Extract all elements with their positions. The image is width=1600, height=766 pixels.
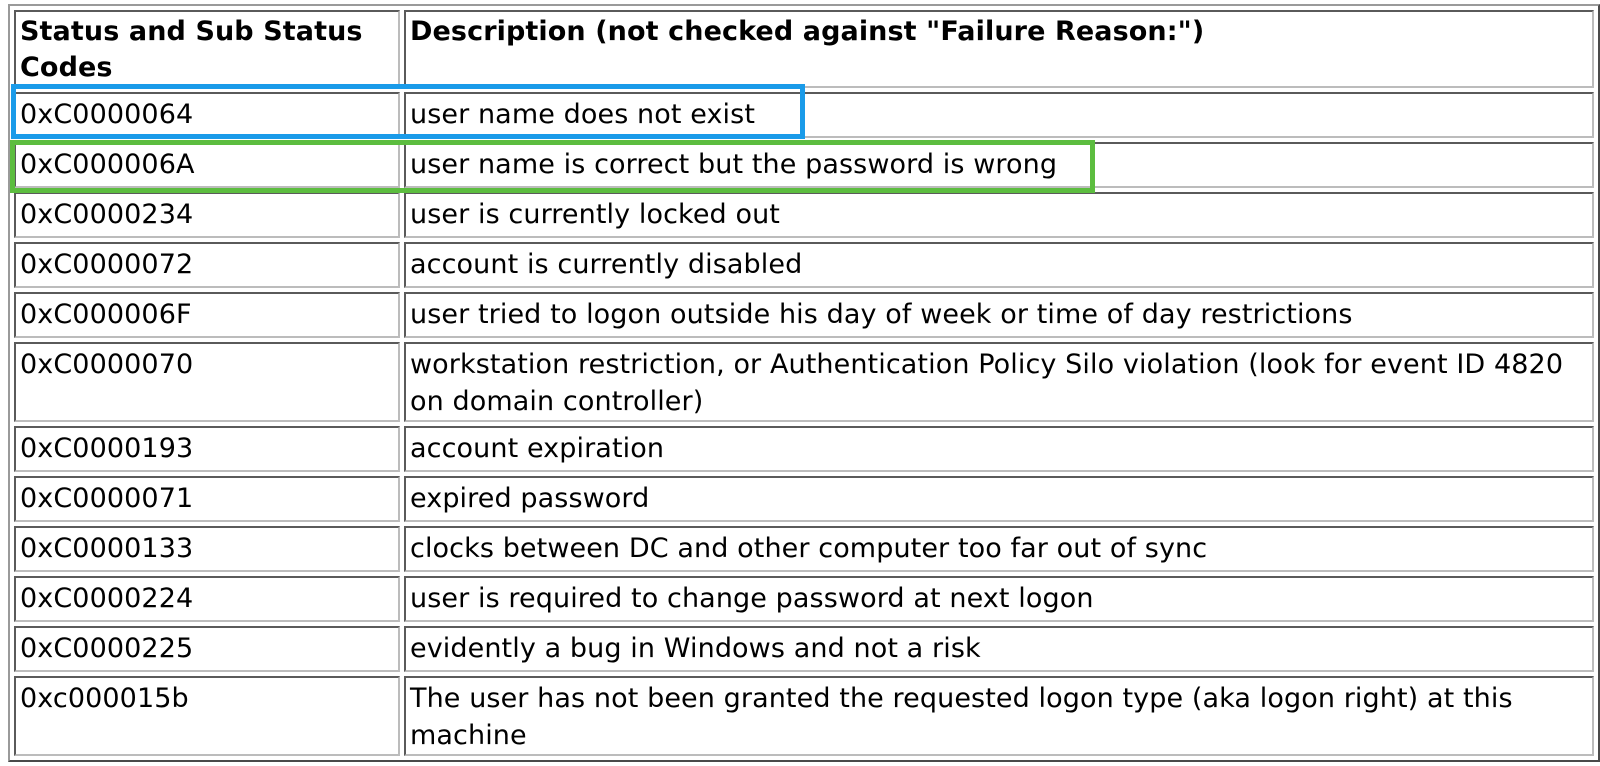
status-codes-table [8,4,1600,762]
description-cell: account expiration [404,426,1594,472]
status-code-cell: 0xC0000071 [14,476,400,522]
description-cell: user name is correct but the password is wrong [404,142,1594,188]
status-code-cell: 0xC0000070 [14,342,400,422]
status-code-cell: 0xC0000133 [14,526,400,572]
header-status-codes: Status and Sub Status Codes [14,10,400,88]
table-row [14,192,1594,238]
status-code-cell: 0xC0000072 [14,242,400,288]
table-row [14,676,1594,756]
description-cell: The user has not been granted the requested logon type (aka logon right) at this machine [404,676,1594,756]
header-description: Description (not checked against "Failure Reason:") [404,10,1594,88]
table-row [14,92,1594,138]
table-row [14,526,1594,572]
description-cell: user is required to change password at next logon [404,576,1594,622]
table-row [14,426,1594,472]
description-cell: user name does not exist [404,92,1594,138]
table-row [14,142,1594,188]
description-cell: account is currently disabled [404,242,1594,288]
status-code-cell: 0xC0000225 [14,626,400,672]
table-row [14,476,1594,522]
description-cell: evidently a bug in Windows and not a risk [404,626,1594,672]
status-code-cell: 0xC0000224 [14,576,400,622]
description-cell: workstation restriction, or Authentication Policy Silo violation (look for event ID 4820 on domain controller) [404,342,1594,422]
table-row [14,292,1594,338]
table-row [14,626,1594,672]
status-code-cell: 0xc000015b [14,676,400,756]
table-row [14,242,1594,288]
table-header-row [14,10,1594,88]
status-code-cell: 0xC0000193 [14,426,400,472]
status-code-cell: 0xC000006A [14,142,400,188]
status-code-cell: 0xC000006F [14,292,400,338]
status-code-cell: 0xC0000234 [14,192,400,238]
table-row [14,576,1594,622]
description-cell: user tried to logon outside his day of week or time of day restrictions [404,292,1594,338]
table-row [14,342,1594,422]
description-cell: clocks between DC and other computer too far out of sync [404,526,1594,572]
status-code-cell: 0xC0000064 [14,92,400,138]
description-cell: expired password [404,476,1594,522]
description-cell: user is currently locked out [404,192,1594,238]
